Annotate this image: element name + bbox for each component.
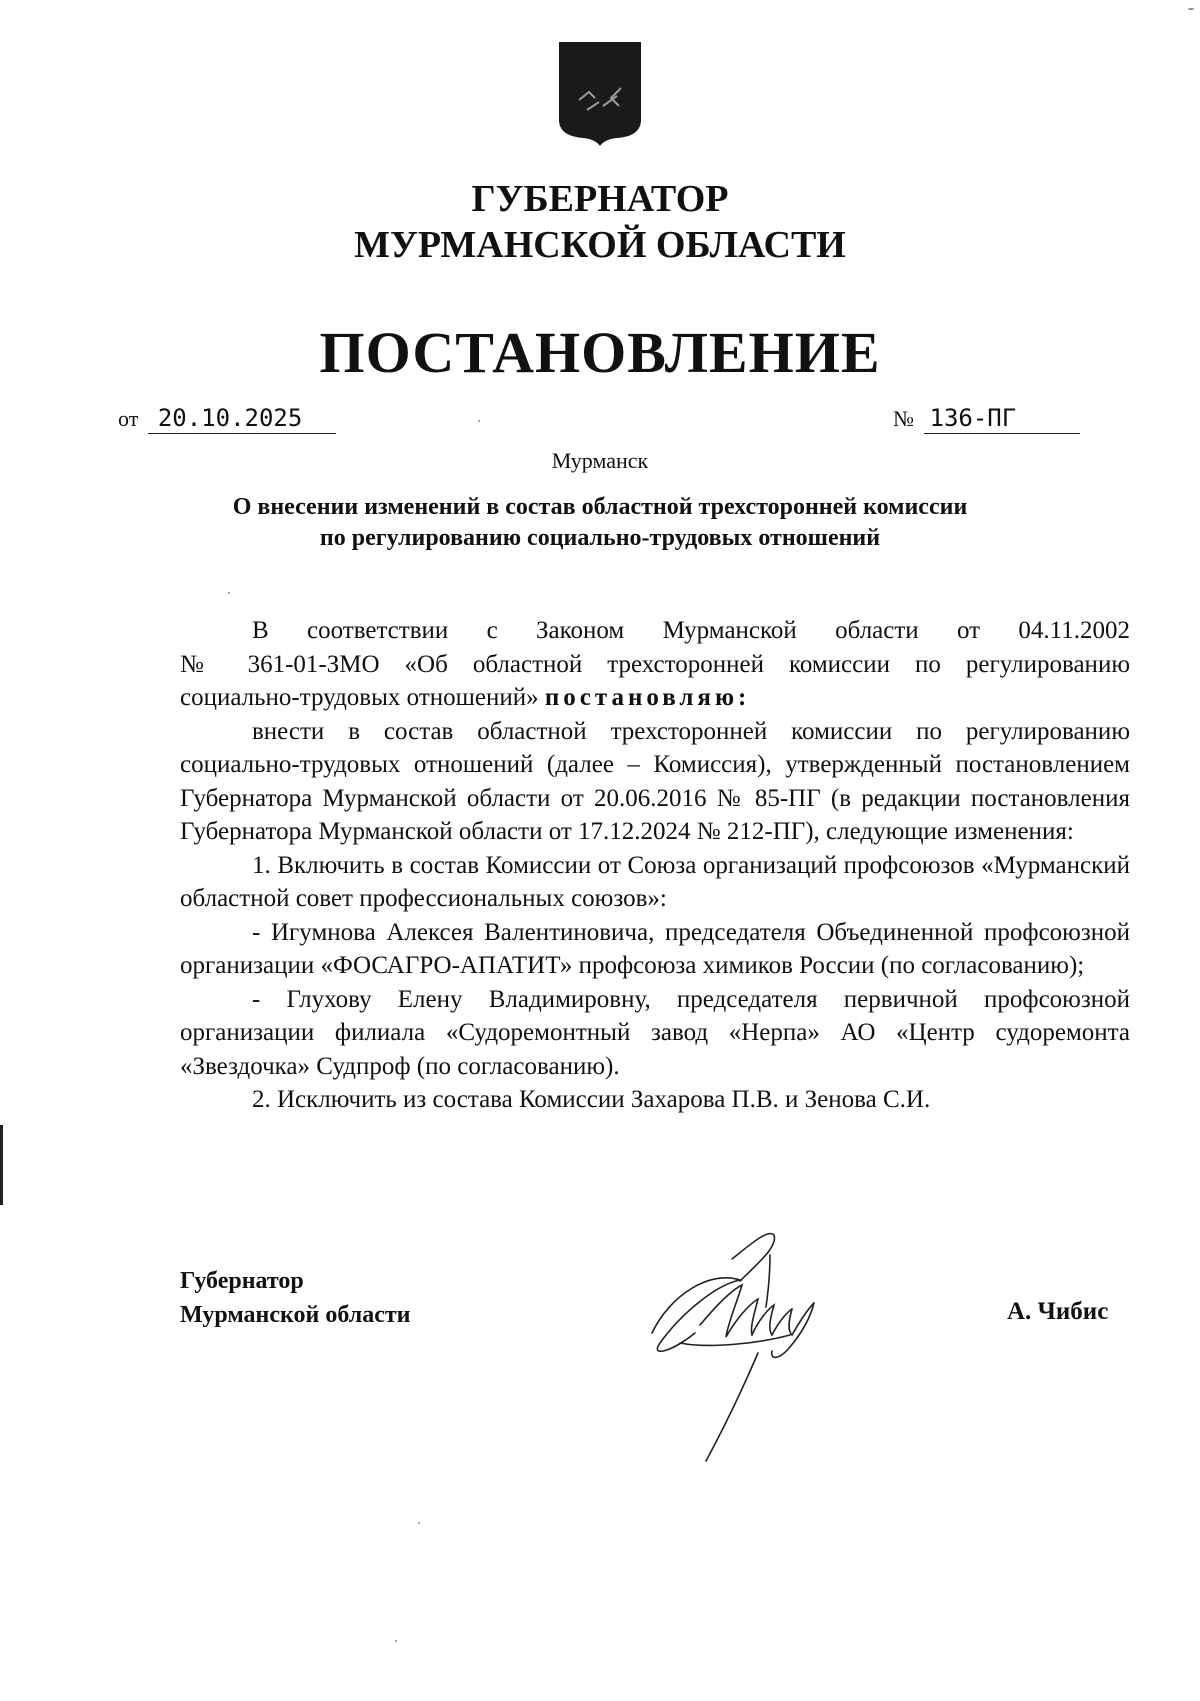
- scan-artifact-dot: [1188, 8, 1194, 10]
- signatory-position-line2: Мурманской области: [180, 1302, 411, 1328]
- issue-city: Мурманск: [551, 448, 649, 473]
- signatory-position-line1: Губернатор: [180, 1268, 304, 1294]
- handwritten-signature: [640, 1225, 870, 1470]
- signatory-name: А. Чибис: [1007, 1298, 1109, 1325]
- date-value: 20.10.2025: [148, 403, 336, 434]
- preamble-line2: № 361-01-ЗМО «Об областной трехсторонней комиссии по регулированию: [180, 650, 1130, 678]
- preamble-line3-text: социально-трудовых отношений»: [180, 684, 545, 711]
- scan-artifact-line: [0, 1125, 3, 1205]
- number-value: 136-ПГ: [924, 403, 1080, 434]
- preamble-line3: [180, 681, 1130, 715]
- paragraph-item-1-member-b: - Глухову Елену Владимировну, председателя первичной профсоюзной организации филиала «Судоремонтный завод «Нерпа» АО «Центр судоремонта «Звездочка» Судпроф (по согласованию).: [180, 985, 1130, 1080]
- date-prefix: от: [118, 406, 139, 431]
- document-title-line2: по регулированию социально-трудовых отношений: [319, 525, 881, 551]
- document-type: ПОСТАНОВЛЕНИЕ: [319, 320, 881, 385]
- document-title-line1: О внесении изменений в состав областной трехсторонней комиссии: [232, 494, 968, 520]
- signatory-position: [180, 1264, 410, 1332]
- preamble-line1: В соответствии с Законом Мурманской области от 04.11.2002: [252, 617, 1130, 644]
- document-date: [118, 403, 336, 437]
- paragraph-item-1-member-a: - Игумнова Алексея Валентиновича, председателя Объединенной профсоюзной организации «ФОСАГРО-АПАТИТ» профсоюза химиков России (по согласованию);: [180, 918, 1130, 979]
- number-prefix: №: [893, 406, 914, 431]
- paragraph-item-2: 2. Исключить из состава Комиссии Захарова П.В. и Зенова С.И.: [252, 1086, 931, 1113]
- paragraph-item-1: 1. Включить в состав Комиссии от Союза организаций профсоюзов «Мурманский областной совет профессиональных союзов»:: [180, 851, 1130, 912]
- document-number: [893, 403, 1080, 437]
- resolution-keyword: постановляю:: [544, 684, 751, 711]
- document-body: [180, 614, 1130, 1117]
- scan-artifact-dot: [395, 1640, 397, 1642]
- scan-artifact-dot: [228, 592, 230, 594]
- issuer-title-line2: МУРМАНСКОЙ ОБЛАСТИ: [354, 224, 846, 266]
- scan-artifact-dot: [418, 1522, 420, 1524]
- issuer-title-line1: ГУБЕРНАТОР: [471, 178, 729, 220]
- paragraph-changes-intro: внести в состав областной трехсторонней комиссии по регулированию социально-трудовых отношений (далее – Комиссия), утвержденный постановлением Губернатора Мурманской области от 20.06.2016 № 85-ПГ (в редакции постановления Губернатора Мурманской области от 17.12.2024 № 212-ПГ), следующие изменения:: [180, 717, 1130, 845]
- scan-artifact-dot: [478, 420, 480, 422]
- coat-of-arms-emblem: [557, 40, 643, 148]
